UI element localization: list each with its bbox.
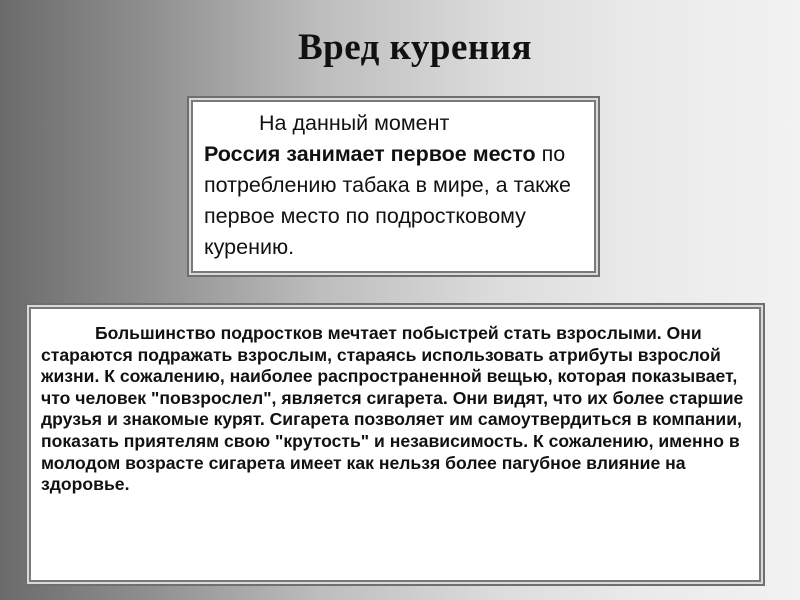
explanation-paragraph: Большинство подростков мечтает побыстрей стать взрослыми. Они стараются подражать взрослым, стараясь использовать атрибуты взрослой жизни. К сожалению, наиболее распространенной вещью, которая показывает, что человек "повзрослел", является сигарета. Они видят, что их более старшие друзья и знакомые курят. Сигарета позволяет им самоутвердиться в компании, показать приятелям свою "крутость" и независимость. К сожалению, именно в молодом возрасте сигарета имеет как нельзя более пагубное влияние на здоровье. (41, 323, 744, 495)
fact-rest: по потреблению табака в мире, а также первое место по подростковому курению. (204, 142, 571, 259)
fact-text (204, 108, 586, 263)
explanation-box (25, 303, 765, 586)
fact-intro: На данный момент (259, 111, 450, 135)
slide-title: Вред курения (297, 27, 533, 68)
fact-highlight: Россия занимает первое место (204, 142, 536, 166)
fact-box (187, 96, 600, 277)
